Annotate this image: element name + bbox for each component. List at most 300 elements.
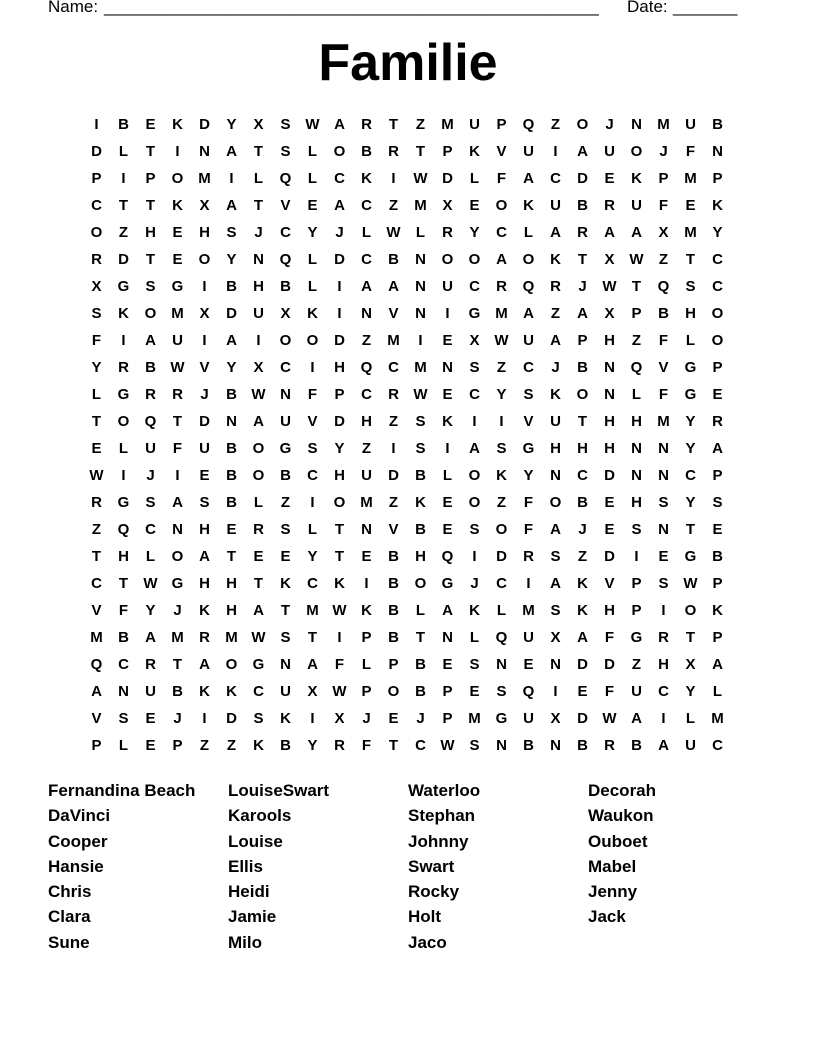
- grid-letter[interactable]: X: [469, 332, 480, 349]
- grid-letter[interactable]: C: [361, 197, 372, 214]
- grid-letter[interactable]: N: [604, 359, 615, 376]
- grid-letter[interactable]: S: [658, 575, 669, 592]
- grid-letter[interactable]: J: [173, 602, 182, 619]
- grid-letter[interactable]: I: [121, 332, 126, 349]
- grid-letter[interactable]: S: [685, 278, 696, 295]
- grid-letter[interactable]: O: [198, 251, 211, 268]
- grid-letter[interactable]: S: [523, 386, 534, 403]
- grid-letter[interactable]: T: [226, 548, 237, 565]
- grid-letter[interactable]: C: [118, 656, 129, 673]
- grid-letter[interactable]: Q: [522, 278, 535, 295]
- grid-letter[interactable]: R: [550, 278, 561, 295]
- grid-letter[interactable]: I: [661, 710, 666, 727]
- grid-letter[interactable]: V: [307, 413, 318, 430]
- grid-letter[interactable]: U: [604, 143, 615, 160]
- grid-letter[interactable]: L: [253, 170, 264, 187]
- grid-letter[interactable]: P: [145, 170, 156, 187]
- grid-letter[interactable]: H: [604, 332, 615, 349]
- grid-letter[interactable]: Z: [631, 332, 642, 349]
- grid-letter[interactable]: B: [577, 737, 588, 754]
- grid-letter[interactable]: I: [445, 305, 450, 322]
- grid-letter[interactable]: M: [387, 332, 400, 349]
- grid-letter[interactable]: L: [253, 494, 264, 511]
- grid-letter[interactable]: Q: [360, 359, 373, 376]
- grid-letter[interactable]: H: [577, 440, 588, 457]
- grid-letter[interactable]: Z: [388, 413, 399, 430]
- grid-letter[interactable]: K: [118, 305, 129, 322]
- grid-letter[interactable]: T: [334, 548, 345, 565]
- grid-letter[interactable]: G: [495, 710, 508, 727]
- grid-letter[interactable]: H: [334, 467, 345, 484]
- grid-letter[interactable]: L: [307, 251, 318, 268]
- grid-letter[interactable]: N: [658, 440, 669, 457]
- grid-letter[interactable]: P: [712, 629, 723, 646]
- grid-letter[interactable]: K: [172, 197, 183, 214]
- grid-letter[interactable]: E: [442, 386, 453, 403]
- grid-letter[interactable]: V: [388, 521, 399, 538]
- grid-letter[interactable]: T: [685, 251, 696, 268]
- grid-letter[interactable]: D: [226, 710, 237, 727]
- grid-letter[interactable]: O: [279, 332, 292, 349]
- grid-letter[interactable]: O: [468, 494, 481, 511]
- grid-letter[interactable]: S: [199, 494, 210, 511]
- grid-letter[interactable]: D: [604, 656, 615, 673]
- grid-letter[interactable]: C: [577, 467, 588, 484]
- grid-letter[interactable]: T: [172, 656, 183, 673]
- grid-letter[interactable]: P: [712, 467, 723, 484]
- grid-letter[interactable]: W: [305, 116, 320, 133]
- grid-letter[interactable]: S: [469, 656, 480, 673]
- grid-letter[interactable]: N: [550, 467, 561, 484]
- grid-letter[interactable]: G: [441, 575, 454, 592]
- grid-letter[interactable]: I: [175, 143, 180, 160]
- name-field[interactable]: ______________________________________________________: [104, 0, 599, 16]
- grid-letter[interactable]: R: [91, 251, 102, 268]
- grid-letter[interactable]: K: [469, 143, 480, 160]
- grid-letter[interactable]: B: [226, 494, 237, 511]
- grid-letter[interactable]: P: [712, 359, 723, 376]
- grid-letter[interactable]: Y: [307, 737, 318, 754]
- grid-letter[interactable]: B: [388, 548, 399, 565]
- grid-letter[interactable]: B: [631, 737, 642, 754]
- grid-letter[interactable]: I: [391, 440, 396, 457]
- grid-letter[interactable]: B: [577, 197, 588, 214]
- grid-letter[interactable]: B: [388, 602, 399, 619]
- grid-letter[interactable]: Y: [145, 602, 156, 619]
- grid-letter[interactable]: D: [199, 413, 210, 430]
- grid-letter[interactable]: M: [198, 170, 211, 187]
- grid-letter[interactable]: O: [684, 602, 697, 619]
- grid-letter[interactable]: K: [280, 575, 291, 592]
- grid-letter[interactable]: J: [254, 224, 263, 241]
- grid-letter[interactable]: W: [413, 170, 428, 187]
- grid-letter[interactable]: V: [199, 359, 210, 376]
- grid-letter[interactable]: Y: [91, 359, 102, 376]
- grid-letter[interactable]: K: [415, 494, 426, 511]
- grid-letter[interactable]: K: [550, 386, 561, 403]
- grid-letter[interactable]: S: [658, 494, 669, 511]
- grid-letter[interactable]: Y: [307, 548, 318, 565]
- grid-letter[interactable]: K: [253, 737, 264, 754]
- grid-letter[interactable]: T: [118, 575, 129, 592]
- grid-letter[interactable]: I: [337, 305, 342, 322]
- grid-letter[interactable]: W: [332, 602, 347, 619]
- grid-letter[interactable]: M: [360, 494, 373, 511]
- grid-letter[interactable]: B: [523, 737, 534, 754]
- grid-letter[interactable]: X: [685, 656, 696, 673]
- grid-letter[interactable]: C: [307, 575, 318, 592]
- grid-letter[interactable]: L: [496, 602, 507, 619]
- grid-letter[interactable]: E: [604, 170, 615, 187]
- grid-letter[interactable]: W: [89, 467, 104, 484]
- grid-letter[interactable]: C: [469, 386, 480, 403]
- grid-letter[interactable]: Q: [279, 251, 292, 268]
- grid-letter[interactable]: N: [496, 737, 507, 754]
- grid-letter[interactable]: A: [577, 305, 588, 322]
- grid-letter[interactable]: E: [226, 521, 237, 538]
- grid-letter[interactable]: T: [118, 197, 129, 214]
- grid-letter[interactable]: L: [523, 224, 534, 241]
- grid-letter[interactable]: H: [226, 575, 237, 592]
- grid-letter[interactable]: X: [550, 710, 561, 727]
- grid-letter[interactable]: O: [495, 521, 508, 538]
- grid-letter[interactable]: E: [442, 521, 453, 538]
- grid-letter[interactable]: U: [523, 629, 534, 646]
- grid-letter[interactable]: B: [415, 656, 426, 673]
- grid-letter[interactable]: F: [658, 197, 669, 214]
- grid-letter[interactable]: S: [550, 548, 561, 565]
- grid-letter[interactable]: N: [361, 305, 372, 322]
- grid-letter[interactable]: S: [145, 494, 156, 511]
- grid-letter[interactable]: T: [685, 521, 696, 538]
- grid-letter[interactable]: G: [468, 305, 481, 322]
- grid-letter[interactable]: D: [226, 305, 237, 322]
- grid-letter[interactable]: V: [388, 305, 399, 322]
- grid-letter[interactable]: R: [577, 224, 588, 241]
- grid-letter[interactable]: I: [526, 575, 531, 592]
- grid-letter[interactable]: I: [94, 116, 99, 133]
- grid-letter[interactable]: T: [253, 143, 264, 160]
- grid-letter[interactable]: L: [469, 629, 480, 646]
- grid-letter[interactable]: H: [253, 278, 264, 295]
- grid-letter[interactable]: Z: [658, 251, 669, 268]
- grid-letter[interactable]: A: [523, 305, 534, 322]
- grid-letter[interactable]: R: [523, 548, 534, 565]
- grid-letter[interactable]: Z: [415, 116, 426, 133]
- grid-letter[interactable]: A: [631, 224, 642, 241]
- grid-letter[interactable]: U: [280, 413, 291, 430]
- grid-letter[interactable]: T: [334, 521, 345, 538]
- grid-letter[interactable]: Y: [523, 467, 534, 484]
- grid-letter[interactable]: W: [170, 359, 185, 376]
- grid-letter[interactable]: N: [172, 521, 183, 538]
- grid-letter[interactable]: W: [602, 710, 617, 727]
- grid-letter[interactable]: G: [117, 494, 130, 511]
- grid-letter[interactable]: K: [712, 602, 723, 619]
- grid-letter[interactable]: E: [442, 494, 453, 511]
- grid-letter[interactable]: K: [280, 710, 291, 727]
- grid-letter[interactable]: N: [712, 143, 723, 160]
- grid-letter[interactable]: J: [659, 143, 668, 160]
- grid-letter[interactable]: F: [523, 494, 534, 511]
- grid-letter[interactable]: D: [118, 251, 129, 268]
- grid-letter[interactable]: F: [523, 521, 534, 538]
- grid-letter[interactable]: M: [468, 710, 481, 727]
- grid-letter[interactable]: J: [335, 224, 344, 241]
- grid-letter[interactable]: A: [550, 224, 561, 241]
- grid-letter[interactable]: U: [550, 197, 561, 214]
- grid-letter[interactable]: G: [684, 386, 697, 403]
- grid-letter[interactable]: R: [712, 413, 723, 430]
- grid-letter[interactable]: A: [307, 656, 318, 673]
- grid-letter[interactable]: N: [442, 359, 453, 376]
- grid-letter[interactable]: L: [307, 143, 318, 160]
- grid-letter[interactable]: S: [280, 629, 291, 646]
- grid-letter[interactable]: O: [117, 413, 130, 430]
- grid-letter[interactable]: T: [388, 116, 399, 133]
- grid-letter[interactable]: M: [171, 629, 184, 646]
- grid-letter[interactable]: N: [658, 467, 669, 484]
- grid-letter[interactable]: A: [550, 521, 561, 538]
- grid-letter[interactable]: F: [361, 737, 372, 754]
- grid-letter[interactable]: C: [550, 170, 561, 187]
- grid-letter[interactable]: C: [91, 197, 102, 214]
- grid-letter[interactable]: X: [658, 224, 669, 241]
- grid-letter[interactable]: G: [171, 278, 184, 295]
- date-field[interactable]: _______: [673, 0, 738, 16]
- grid-letter[interactable]: J: [416, 710, 425, 727]
- grid-letter[interactable]: W: [683, 575, 698, 592]
- grid-letter[interactable]: A: [550, 575, 561, 592]
- grid-letter[interactable]: J: [362, 710, 371, 727]
- grid-letter[interactable]: A: [577, 143, 588, 160]
- grid-letter[interactable]: Z: [577, 548, 588, 565]
- grid-letter[interactable]: P: [712, 575, 723, 592]
- grid-letter[interactable]: U: [523, 710, 534, 727]
- grid-letter[interactable]: I: [661, 602, 666, 619]
- grid-letter[interactable]: C: [469, 278, 480, 295]
- grid-letter[interactable]: V: [496, 143, 507, 160]
- grid-letter[interactable]: U: [685, 116, 696, 133]
- grid-letter[interactable]: K: [442, 413, 453, 430]
- grid-letter[interactable]: K: [199, 683, 210, 700]
- grid-letter[interactable]: I: [202, 332, 207, 349]
- grid-letter[interactable]: A: [172, 494, 183, 511]
- grid-letter[interactable]: M: [414, 197, 427, 214]
- grid-letter[interactable]: Z: [361, 440, 372, 457]
- grid-letter[interactable]: A: [334, 116, 345, 133]
- grid-letter[interactable]: O: [171, 548, 184, 565]
- grid-letter[interactable]: C: [91, 575, 102, 592]
- grid-letter[interactable]: U: [631, 683, 642, 700]
- grid-letter[interactable]: K: [361, 170, 372, 187]
- grid-letter[interactable]: B: [415, 521, 426, 538]
- grid-letter[interactable]: H: [604, 440, 615, 457]
- grid-letter[interactable]: Y: [712, 224, 723, 241]
- grid-letter[interactable]: Y: [496, 386, 507, 403]
- grid-letter[interactable]: O: [171, 170, 184, 187]
- grid-letter[interactable]: K: [226, 683, 237, 700]
- grid-letter[interactable]: F: [604, 683, 615, 700]
- grid-letter[interactable]: H: [550, 440, 561, 457]
- grid-letter[interactable]: I: [499, 413, 504, 430]
- grid-letter[interactable]: T: [253, 197, 264, 214]
- grid-letter[interactable]: W: [251, 386, 266, 403]
- grid-letter[interactable]: N: [253, 251, 264, 268]
- grid-letter[interactable]: S: [469, 521, 480, 538]
- grid-letter[interactable]: A: [361, 278, 372, 295]
- grid-letter[interactable]: Y: [334, 440, 345, 457]
- grid-letter[interactable]: T: [631, 278, 642, 295]
- grid-letter[interactable]: R: [496, 278, 507, 295]
- grid-letter[interactable]: S: [496, 683, 507, 700]
- grid-letter[interactable]: X: [550, 629, 561, 646]
- grid-letter[interactable]: X: [253, 359, 264, 376]
- grid-letter[interactable]: R: [604, 737, 615, 754]
- grid-letter[interactable]: O: [387, 683, 400, 700]
- grid-letter[interactable]: X: [199, 305, 210, 322]
- grid-letter[interactable]: Y: [226, 251, 237, 268]
- grid-letter[interactable]: U: [442, 278, 453, 295]
- grid-letter[interactable]: L: [145, 548, 156, 565]
- grid-letter[interactable]: U: [631, 197, 642, 214]
- grid-letter[interactable]: Q: [279, 170, 292, 187]
- grid-letter[interactable]: A: [631, 710, 642, 727]
- grid-letter[interactable]: Z: [199, 737, 210, 754]
- grid-letter[interactable]: G: [279, 440, 292, 457]
- grid-letter[interactable]: B: [361, 143, 372, 160]
- grid-letter[interactable]: H: [415, 548, 426, 565]
- grid-letter[interactable]: I: [202, 710, 207, 727]
- grid-letter[interactable]: M: [414, 359, 427, 376]
- grid-letter[interactable]: G: [684, 548, 697, 565]
- grid-letter[interactable]: V: [91, 710, 102, 727]
- grid-letter[interactable]: N: [280, 656, 291, 673]
- grid-letter[interactable]: B: [118, 116, 129, 133]
- grid-letter[interactable]: I: [418, 332, 423, 349]
- grid-letter[interactable]: U: [523, 143, 534, 160]
- grid-letter[interactable]: M: [90, 629, 103, 646]
- grid-letter[interactable]: C: [496, 224, 507, 241]
- grid-letter[interactable]: B: [226, 386, 237, 403]
- grid-letter[interactable]: N: [550, 737, 561, 754]
- grid-letter[interactable]: E: [172, 251, 183, 268]
- grid-letter[interactable]: R: [145, 656, 156, 673]
- grid-letter[interactable]: I: [175, 467, 180, 484]
- grid-letter[interactable]: Z: [91, 521, 102, 538]
- grid-letter[interactable]: B: [226, 467, 237, 484]
- grid-letter[interactable]: O: [144, 305, 157, 322]
- grid-letter[interactable]: F: [172, 440, 183, 457]
- grid-letter[interactable]: Q: [630, 359, 643, 376]
- grid-letter[interactable]: T: [91, 548, 102, 565]
- grid-letter[interactable]: H: [199, 521, 210, 538]
- grid-letter[interactable]: C: [361, 251, 372, 268]
- grid-letter[interactable]: X: [307, 683, 318, 700]
- grid-letter[interactable]: A: [145, 629, 156, 646]
- grid-letter[interactable]: I: [364, 575, 369, 592]
- grid-letter[interactable]: K: [199, 602, 210, 619]
- grid-letter[interactable]: I: [310, 710, 315, 727]
- grid-letter[interactable]: I: [391, 170, 396, 187]
- grid-letter[interactable]: B: [388, 575, 399, 592]
- grid-letter[interactable]: N: [361, 521, 372, 538]
- grid-letter[interactable]: T: [280, 602, 291, 619]
- grid-letter[interactable]: L: [712, 683, 723, 700]
- grid-letter[interactable]: W: [440, 737, 455, 754]
- grid-letter[interactable]: J: [470, 575, 479, 592]
- grid-letter[interactable]: Q: [522, 683, 535, 700]
- grid-letter[interactable]: B: [415, 467, 426, 484]
- grid-letter[interactable]: J: [200, 386, 209, 403]
- grid-letter[interactable]: I: [553, 683, 558, 700]
- grid-letter[interactable]: P: [442, 710, 453, 727]
- grid-letter[interactable]: A: [712, 440, 723, 457]
- grid-letter[interactable]: C: [280, 359, 291, 376]
- grid-letter[interactable]: H: [145, 224, 156, 241]
- grid-letter[interactable]: A: [253, 413, 264, 430]
- grid-letter[interactable]: E: [469, 197, 480, 214]
- grid-letter[interactable]: L: [469, 170, 480, 187]
- grid-letter[interactable]: D: [604, 548, 615, 565]
- grid-letter[interactable]: A: [550, 332, 561, 349]
- grid-letter[interactable]: E: [388, 710, 399, 727]
- grid-letter[interactable]: F: [118, 602, 129, 619]
- grid-letter[interactable]: Z: [550, 116, 561, 133]
- grid-letter[interactable]: C: [307, 467, 318, 484]
- grid-letter[interactable]: R: [388, 386, 399, 403]
- grid-letter[interactable]: F: [496, 170, 507, 187]
- grid-letter[interactable]: Y: [307, 224, 318, 241]
- grid-letter[interactable]: I: [337, 629, 342, 646]
- grid-letter[interactable]: O: [576, 116, 589, 133]
- grid-letter[interactable]: N: [415, 278, 426, 295]
- grid-letter[interactable]: V: [604, 575, 615, 592]
- grid-letter[interactable]: T: [172, 413, 183, 430]
- grid-letter[interactable]: G: [252, 656, 265, 673]
- grid-letter[interactable]: I: [472, 548, 477, 565]
- grid-letter[interactable]: E: [523, 656, 534, 673]
- grid-letter[interactable]: Q: [90, 656, 103, 673]
- grid-letter[interactable]: P: [631, 602, 642, 619]
- grid-letter[interactable]: A: [226, 332, 237, 349]
- grid-letter[interactable]: K: [577, 575, 588, 592]
- grid-letter[interactable]: S: [118, 710, 129, 727]
- grid-letter[interactable]: C: [658, 683, 669, 700]
- grid-letter[interactable]: X: [604, 305, 615, 322]
- grid-letter[interactable]: D: [577, 710, 588, 727]
- grid-letter[interactable]: R: [334, 737, 345, 754]
- grid-letter[interactable]: I: [472, 413, 477, 430]
- grid-letter[interactable]: M: [522, 602, 535, 619]
- grid-letter[interactable]: Y: [469, 224, 480, 241]
- grid-letter[interactable]: D: [577, 656, 588, 673]
- grid-letter[interactable]: B: [388, 629, 399, 646]
- grid-letter[interactable]: H: [334, 359, 345, 376]
- grid-letter[interactable]: Y: [226, 359, 237, 376]
- grid-letter[interactable]: S: [307, 440, 318, 457]
- grid-letter[interactable]: D: [91, 143, 102, 160]
- grid-letter[interactable]: B: [577, 359, 588, 376]
- grid-letter[interactable]: P: [388, 656, 399, 673]
- grid-letter[interactable]: P: [172, 737, 183, 754]
- grid-letter[interactable]: B: [712, 116, 723, 133]
- grid-letter[interactable]: H: [361, 413, 372, 430]
- grid-letter[interactable]: I: [256, 332, 261, 349]
- grid-letter[interactable]: S: [712, 494, 723, 511]
- grid-letter[interactable]: G: [684, 359, 697, 376]
- grid-letter[interactable]: E: [361, 548, 372, 565]
